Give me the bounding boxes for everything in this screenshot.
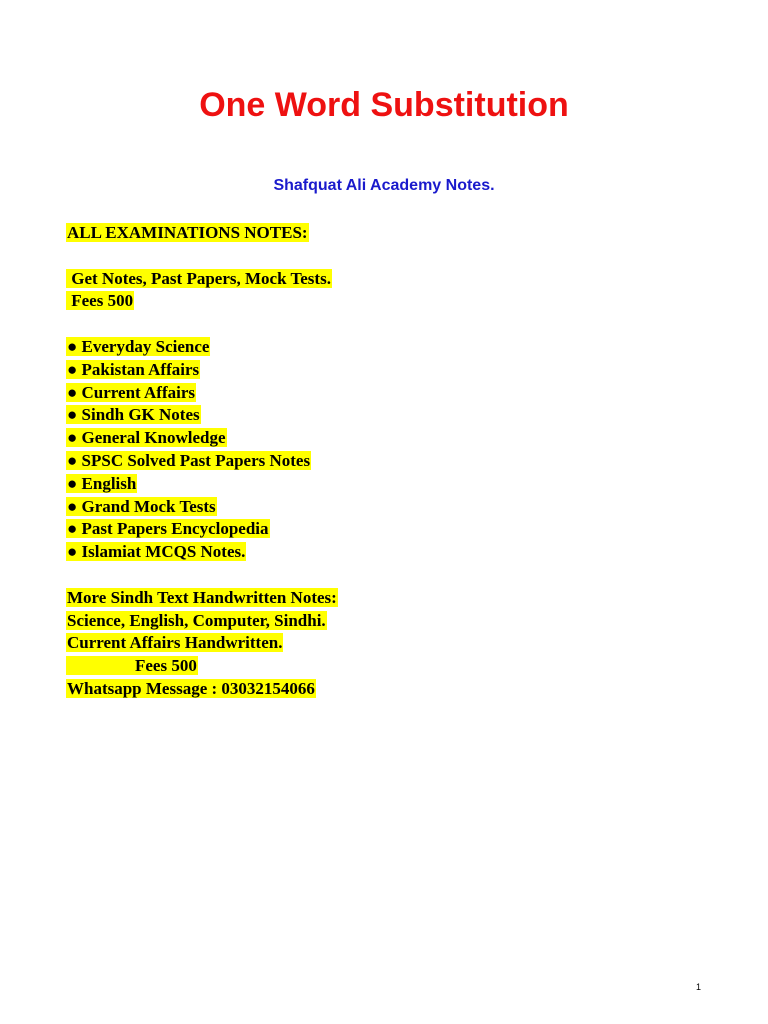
topic-label: Islamiat MCQS Notes.	[81, 542, 246, 562]
document-title: One Word Substitution	[199, 86, 569, 124]
topic-list-item	[66, 336, 338, 359]
topic-label: Everyday Science	[81, 336, 210, 356]
topic-list-item	[66, 427, 338, 450]
more-current: Current Affairs Handwritten.	[67, 633, 283, 653]
topic-label: Sindh GK Notes	[81, 405, 200, 425]
bullet-icon: ●	[67, 336, 78, 356]
whatsapp-contact: Whatsapp Message : 03032154066	[67, 678, 315, 698]
bullet-icon: ●	[67, 542, 78, 562]
topic-list-item	[66, 518, 338, 541]
topic-list-item	[66, 359, 338, 382]
topic-label: SPSC Solved Past Papers Notes	[81, 450, 311, 470]
document-subtitle: Shafquat Ali Academy Notes.	[273, 177, 495, 194]
topic-list-item	[66, 450, 338, 473]
topic-label: Grand Mock Tests	[81, 496, 216, 516]
topic-label: Pakistan Affairs	[81, 359, 200, 379]
topic-list-item	[66, 382, 338, 405]
more-subjects: Science, English, Computer, Sindhi.	[67, 610, 326, 630]
bullet-icon: ●	[67, 359, 78, 379]
topic-label: English	[81, 473, 137, 493]
bullet-icon: ●	[67, 382, 78, 402]
bullet-icon: ●	[67, 496, 78, 516]
topic-label: Current Affairs	[81, 382, 196, 402]
bullet-icon: ●	[67, 473, 78, 493]
bullet-icon: ●	[67, 519, 78, 539]
page-number: 1	[696, 982, 702, 992]
more-fees: Fees 500	[67, 656, 197, 676]
topic-list-item	[66, 404, 338, 427]
topic-list-item	[66, 541, 338, 564]
topic-label: General Knowledge	[81, 428, 226, 448]
topic-list-item	[66, 473, 338, 496]
topic-list	[66, 336, 338, 564]
topic-list-item	[66, 496, 338, 519]
bullet-icon: ●	[67, 450, 78, 470]
bullet-icon: ●	[67, 405, 78, 425]
exam-heading: ALL EXAMINATIONS NOTES:	[67, 223, 308, 242]
offer-fees: Fees 500	[67, 291, 134, 311]
notes-section	[66, 222, 338, 701]
more-heading: More Sindh Text Handwritten Notes:	[67, 587, 337, 607]
bullet-icon: ●	[67, 428, 78, 448]
topic-label: Past Papers Encyclopedia	[81, 519, 269, 539]
offer-line: Get Notes, Past Papers, Mock Tests.	[67, 268, 331, 288]
